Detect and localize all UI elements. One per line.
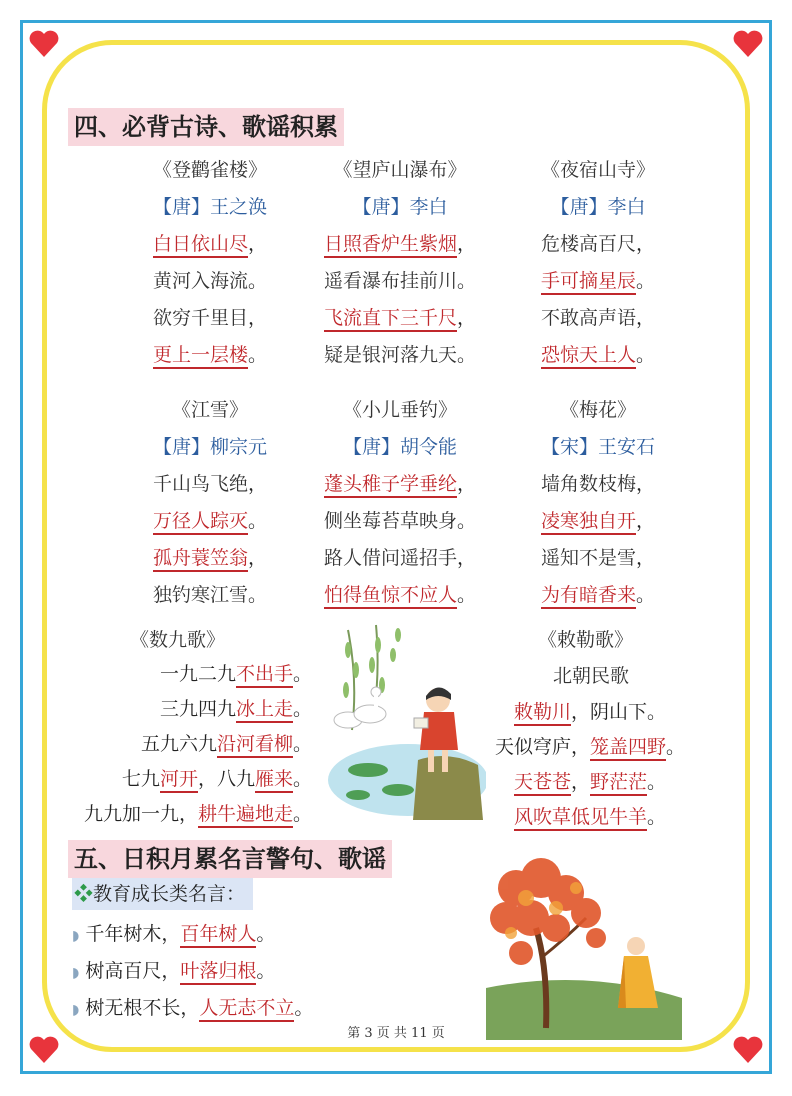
poem-line xyxy=(498,263,698,300)
line-punct: 。 xyxy=(292,768,312,790)
autumn-tree-illustration xyxy=(486,858,682,1040)
poem-block xyxy=(300,152,500,374)
poem-line xyxy=(498,337,698,374)
shell-icon: ◗ xyxy=(72,1002,80,1018)
line-plain: ，八九 xyxy=(197,768,255,790)
quote-highlight: 人无志不立 xyxy=(199,997,294,1022)
line-punct: 。 xyxy=(666,736,686,758)
poem-line xyxy=(110,466,310,503)
poem-line xyxy=(300,300,500,337)
poem-line xyxy=(498,503,698,540)
poem-line-punct: ， xyxy=(457,307,477,329)
poem-line-text: 危楼高百尺 xyxy=(540,233,636,255)
poem-line xyxy=(300,226,500,263)
line-punct: 。 xyxy=(292,663,312,685)
child-fishing-illustration xyxy=(318,620,486,820)
section-4-title: 四、必背古诗、歌谣积累 xyxy=(68,108,344,146)
line-punct: 。 xyxy=(647,701,667,723)
poem-line-text: 飞流直下三千尺 xyxy=(324,307,457,332)
heart-icon xyxy=(732,28,764,60)
quote-line xyxy=(72,953,275,989)
chile-author: 北朝民歌 xyxy=(553,665,630,687)
poem-line-punct: 。 xyxy=(248,344,268,366)
poem-title: 《登鹳雀楼》 xyxy=(152,159,267,181)
poem-line xyxy=(498,540,698,577)
line-highlight: 不出手 xyxy=(236,663,293,688)
poem-title: 《江雪》 xyxy=(171,399,248,421)
poem-line-punct: ， xyxy=(457,547,477,569)
poem-title: 《望庐山瀑布》 xyxy=(333,159,467,181)
poem-line-punct: ， xyxy=(636,307,656,329)
line-highlight: 风吹草低见牛羊 xyxy=(514,806,647,831)
poem-line-punct: ， xyxy=(457,473,477,495)
heart-icon xyxy=(28,28,60,60)
line-highlight: 雁来 xyxy=(255,768,293,793)
quote-line xyxy=(72,916,275,952)
poem-line-text: 万径人踪灭 xyxy=(153,510,248,535)
poem-title: 《夜宿山寺》 xyxy=(540,159,655,181)
line-highlight: 冰上走 xyxy=(236,698,293,723)
poem-line-punct: ， xyxy=(248,233,268,255)
chile-title: 《敕勒歌》 xyxy=(538,629,634,651)
poem-block xyxy=(110,392,310,614)
poem-block xyxy=(110,152,310,374)
clover-icon: ❖ xyxy=(74,883,94,905)
chile-line xyxy=(490,729,690,765)
shujiu-line xyxy=(84,796,312,832)
quote-line xyxy=(72,990,313,1026)
poem-line-punct: 。 xyxy=(457,270,477,292)
poem-line-text: 日照香炉生紫烟 xyxy=(324,233,457,258)
poem-line xyxy=(110,226,310,263)
line-punct: 。 xyxy=(292,803,312,825)
poem-line-punct: ， xyxy=(248,547,268,569)
quote-highlight: 百年树人 xyxy=(180,923,256,948)
chile-line xyxy=(490,799,690,835)
poem-line xyxy=(110,263,310,300)
poem-line-punct: 。 xyxy=(457,584,477,606)
poem-line-text: 凌寒独自开 xyxy=(541,510,636,535)
poem-line-text: 黄河入海流 xyxy=(152,270,248,292)
poem-block xyxy=(498,152,698,374)
line-highlight: 天苍苍 xyxy=(514,771,571,796)
line-plain: 天似穹庐， xyxy=(494,736,590,758)
poem-line-text: 蓬头稚子学垂纶 xyxy=(324,473,457,498)
shujiu-line xyxy=(160,691,312,727)
quote-category-title xyxy=(72,878,253,910)
poem-line-text: 欲穷千里目 xyxy=(152,307,248,329)
poem-line-punct: 。 xyxy=(457,510,477,532)
line-highlight: 河开 xyxy=(160,768,198,793)
poem-line xyxy=(300,466,500,503)
poem-line xyxy=(498,577,698,614)
line-plain: 七九 xyxy=(121,768,160,790)
poem-line-punct: ， xyxy=(248,307,268,329)
poem-line xyxy=(498,300,698,337)
poem-line-punct: 。 xyxy=(457,344,477,366)
line-highlight: 笼盖四野 xyxy=(590,736,666,761)
poem-line xyxy=(110,337,310,374)
poem-line-text: 白日依山尽 xyxy=(153,233,248,258)
poem-line-punct: 。 xyxy=(636,270,656,292)
poem-line xyxy=(300,503,500,540)
poem-title: 《梅花》 xyxy=(559,399,636,421)
shell-icon: ◗ xyxy=(72,928,80,944)
poem-author: 【唐】胡令能 xyxy=(342,436,457,458)
poem-author: 【唐】李白 xyxy=(352,196,448,218)
poem-block xyxy=(300,392,500,614)
poem-line xyxy=(110,577,310,614)
poem-title: 《小儿垂钓》 xyxy=(342,399,457,421)
poem-line-text: 孤舟蓑笠翁 xyxy=(153,547,248,572)
quote-punct: 。 xyxy=(256,923,276,945)
line-plain: 五九六九 xyxy=(140,733,217,755)
poem-author: 【宋】王安石 xyxy=(540,436,655,458)
poem-line-punct: ， xyxy=(248,473,268,495)
poem-line-text: 侧坐莓苔草映身 xyxy=(323,510,457,532)
quote-punct: 。 xyxy=(256,960,276,982)
poem-line-text: 恐惊天上人 xyxy=(541,344,636,369)
quote-punct: 。 xyxy=(294,997,314,1019)
line-plain: 三九四九 xyxy=(159,698,236,720)
poem-line-text: 更上一层楼 xyxy=(153,344,248,369)
poem-line-text: 遥知不是雪 xyxy=(540,547,636,569)
line-punct: 。 xyxy=(647,806,667,828)
poem-line xyxy=(300,263,500,300)
line-plain: ， xyxy=(570,771,590,793)
poem-line xyxy=(498,226,698,263)
poem-line-text: 路人借问遥招手 xyxy=(323,547,457,569)
poem-line-text: 手可摘星辰 xyxy=(541,270,636,295)
section-5-title: 五、日积月累名言警句、歌谣 xyxy=(68,840,392,878)
quote-category-label: 教育成长类名言： xyxy=(93,883,246,905)
line-highlight: 耕牛遍地走 xyxy=(198,803,293,828)
poem-line-text: 怕得鱼惊不应人 xyxy=(324,584,457,609)
poem-line xyxy=(300,540,500,577)
line-punct: 。 xyxy=(292,698,312,720)
line-plain: 九九加一九， xyxy=(83,803,198,825)
line-highlight: 沿河看柳 xyxy=(217,733,293,758)
poem-line-text: 千山鸟飞绝 xyxy=(152,473,248,495)
poem-line-punct: 。 xyxy=(636,344,656,366)
poem-author: 【唐】王之涣 xyxy=(152,196,267,218)
poem-line-text: 为有暗香来 xyxy=(541,584,636,609)
quote-plain: 千年树木， xyxy=(85,923,181,945)
poem-author: 【唐】柳宗元 xyxy=(152,436,267,458)
poem-line-text: 独钓寒江雪 xyxy=(152,584,248,606)
quote-highlight: 叶落归根 xyxy=(180,960,256,985)
poem-block xyxy=(498,392,698,614)
poem-line-punct: ， xyxy=(636,510,656,532)
shujiu-line xyxy=(122,761,312,797)
shell-icon: ◗ xyxy=(72,965,80,981)
poem-line xyxy=(110,503,310,540)
poem-line xyxy=(110,540,310,577)
chile-line xyxy=(490,764,690,800)
poem-line-text: 疑是银河落九天 xyxy=(323,344,457,366)
poem-line xyxy=(300,577,500,614)
poem-line-text: 墙角数枝梅 xyxy=(540,473,636,495)
poem-line-punct: ， xyxy=(636,473,656,495)
poem-line-punct: ， xyxy=(457,233,477,255)
poem-line-punct: 。 xyxy=(636,584,656,606)
poem-author: 【唐】李白 xyxy=(550,196,646,218)
poem-line xyxy=(110,300,310,337)
poem-line xyxy=(300,337,500,374)
shujiu-line xyxy=(141,726,312,762)
line-punct: 。 xyxy=(292,733,312,755)
line-punct: 。 xyxy=(647,771,667,793)
shujiu-line xyxy=(160,656,312,692)
line-plain: ，阴山下 xyxy=(570,701,647,723)
page-number: 第 3 页 共 11 页 xyxy=(347,1026,445,1041)
quote-plain: 树高百尺， xyxy=(85,960,181,982)
poem-line-text: 遥看瀑布挂前川 xyxy=(323,270,457,292)
line-plain: 一九二九 xyxy=(159,663,236,685)
poem-line-punct: ， xyxy=(636,547,656,569)
poem-line-text: 不敢高声语 xyxy=(540,307,636,329)
poem-line-punct: 。 xyxy=(248,270,268,292)
poem-line-punct: 。 xyxy=(248,510,268,532)
poem-line-punct: ， xyxy=(636,233,656,255)
quote-plain: 树无根不长， xyxy=(85,997,200,1019)
chile-line xyxy=(490,694,690,730)
poem-line xyxy=(498,466,698,503)
line-highlight: 野茫茫 xyxy=(590,771,647,796)
shujiu-title: 《数九歌》 xyxy=(130,629,226,651)
line-highlight: 敕勒川 xyxy=(514,701,571,726)
poem-line-punct: 。 xyxy=(248,584,268,606)
